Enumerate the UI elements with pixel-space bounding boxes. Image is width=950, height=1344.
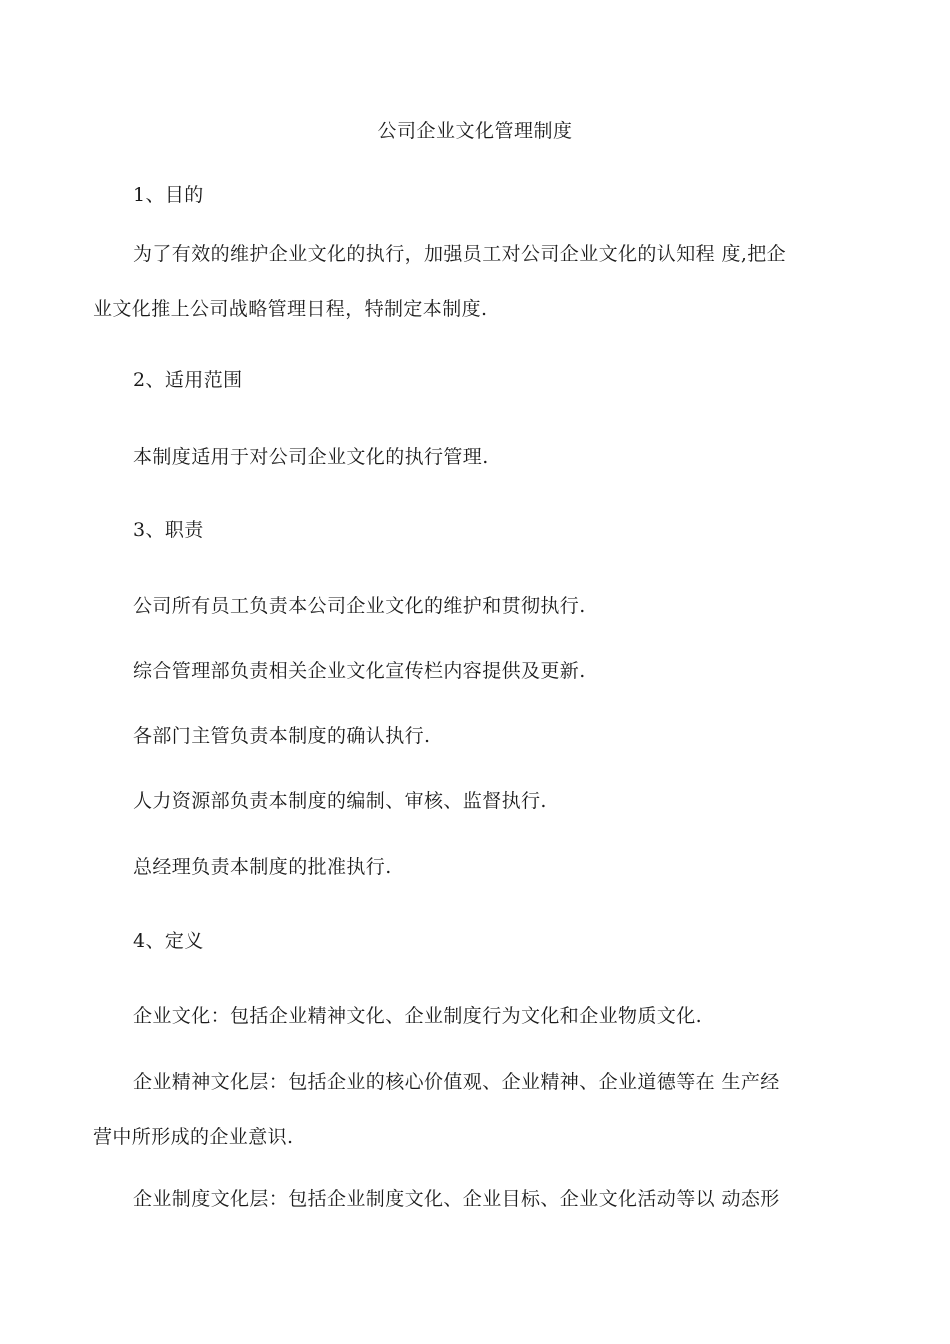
section-4-item-1 [93,1002,865,1030]
section-4-item-1-text: 企业文化：包括企业精神文化、企业制度行为文化和企业物质文化. [133,1005,703,1027]
section-2-heading [93,366,865,394]
section-3-heading-text: 3、职责 [133,519,204,541]
section-2-paragraph-text: 本制度适用于对公司企业文化的执行管理. [133,446,489,468]
document-title: 公司企业文化管理制度 [377,120,573,142]
section-3-item-2-text: 综合管理部负责相关企业文化宣传栏内容提供及更新. [133,660,586,682]
section-3-item-2 [93,657,865,685]
section-4-item-3-line-1-text: 企业制度文化层：包括企业制度文化、企业目标、企业文化活动等以 动态形 [133,1188,780,1210]
section-3-item-1 [93,592,865,620]
section-2-heading-text: 2、适用范围 [133,369,243,391]
section-1-paragraph-line-1-text: 为了有效的维护企业文化的执行，加强员工对公司企业文化的认知程 度,把企 [133,243,787,265]
section-3-item-3 [93,722,865,750]
section-3-item-1-text: 公司所有员工负责本公司企业文化的维护和贯彻执行. [133,595,586,617]
section-1-paragraph-line-1 [93,240,865,268]
section-1-paragraph-line-2: 业文化推上公司战略管理日程，特制定本制度. [93,298,488,320]
section-1-paragraph [93,240,865,268]
section-3-item-3-text: 各部门主管负责本制度的确认执行. [133,725,431,747]
section-4-heading-text: 4、定义 [133,930,204,952]
section-1-heading-text: 1、目的 [133,184,204,206]
section-1-paragraph-cont [93,295,865,323]
section-3-item-5-text: 总经理负责本制度的批准执行. [133,856,392,878]
section-4-item-2-line-1 [93,1068,865,1096]
section-2-paragraph [93,443,865,471]
section-3-heading [93,516,865,544]
section-4-item-3-line-1 [93,1185,865,1213]
section-4-item-2 [93,1068,865,1096]
section-4-item-2-cont [93,1123,865,1151]
section-4-item-2-line-1-text: 企业精神文化层：包括企业的核心价值观、企业精神、企业道德等在 生产经 [133,1071,780,1093]
section-3-item-4-text: 人力资源部负责本制度的编制、审核、监督执行. [133,790,547,812]
section-4-heading [93,927,865,955]
section-4-item-3 [93,1185,865,1213]
section-3-item-5 [93,853,865,881]
section-3-item-4 [93,787,865,815]
section-1-heading [93,181,865,209]
section-4-item-2-line-2: 营中所形成的企业意识. [93,1126,294,1148]
